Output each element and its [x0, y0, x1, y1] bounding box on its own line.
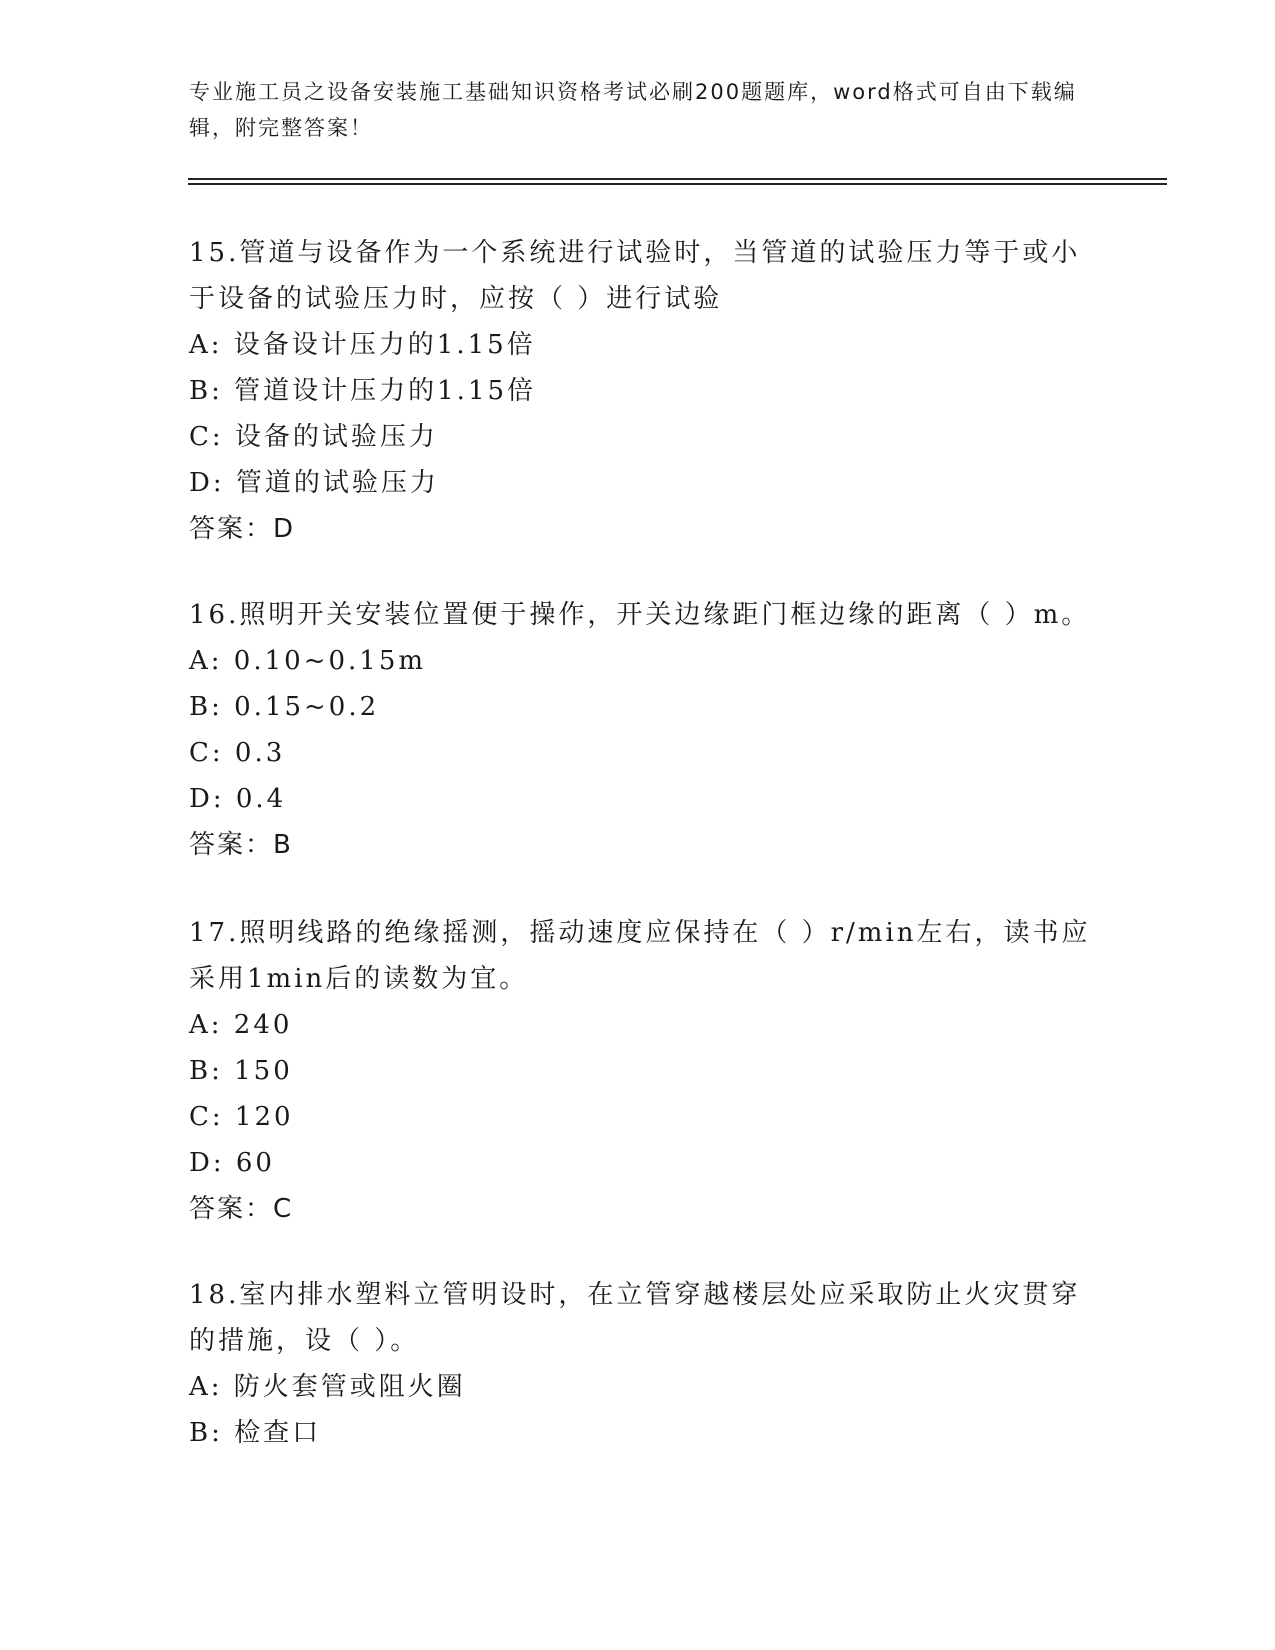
- answer: 答案：C: [189, 1194, 294, 1224]
- answer: 答案：B: [189, 830, 293, 860]
- question-18: [189, 1272, 1109, 1456]
- option-c: C: 0.3: [189, 738, 286, 768]
- question-stem: 17.照明线路的绝缘摇测，摇动速度应保持在（ ）r/min左右，读书应采用1min后的读数为宜。: [189, 918, 1091, 994]
- option-a: A: 设备设计压力的1.15倍: [189, 330, 536, 360]
- answer: 答案：D: [189, 514, 296, 544]
- option-d: D: 管道的试验压力: [189, 468, 439, 498]
- question-stem: 15.管道与设备作为一个系统进行试验时，当管道的试验压力等于或小于设备的试验压力时，应按（ ）进行试验: [189, 238, 1081, 314]
- option-b: B: 管道设计压力的1.15倍: [189, 376, 537, 406]
- option-a: A: 240: [189, 1010, 293, 1040]
- option-d: D: 0.4: [189, 784, 287, 814]
- option-b: B: 0.15~0.2: [189, 692, 380, 722]
- header-divider: [188, 178, 1167, 185]
- question-17: [189, 910, 1109, 1232]
- question-16: [189, 592, 1109, 868]
- option-c: C: 设备的试验压力: [189, 422, 438, 452]
- question-stem: 18.室内排水塑料立管明设时，在立管穿越楼层处应采取防止火灾贯穿的措施，设（ ）。: [189, 1280, 1081, 1356]
- question-15: [189, 230, 1109, 552]
- option-d: D: 60: [189, 1148, 275, 1178]
- question-stem: 16.照明开关安装位置便于操作，开关边缘距门框边缘的距离（ ）m。: [189, 600, 1091, 630]
- option-a: A: 0.10~0.15m: [189, 646, 427, 676]
- option-b: B: 检查口: [189, 1418, 322, 1448]
- option-a: A: 防火套管或阻火圈: [189, 1372, 466, 1402]
- document-header: 专业施工员之设备安装施工基础知识资格考试必刷200题题库，word格式可自由下载编辑，附完整答案！: [189, 80, 1077, 140]
- option-b: B: 150: [189, 1056, 293, 1086]
- option-c: C: 120: [189, 1102, 294, 1132]
